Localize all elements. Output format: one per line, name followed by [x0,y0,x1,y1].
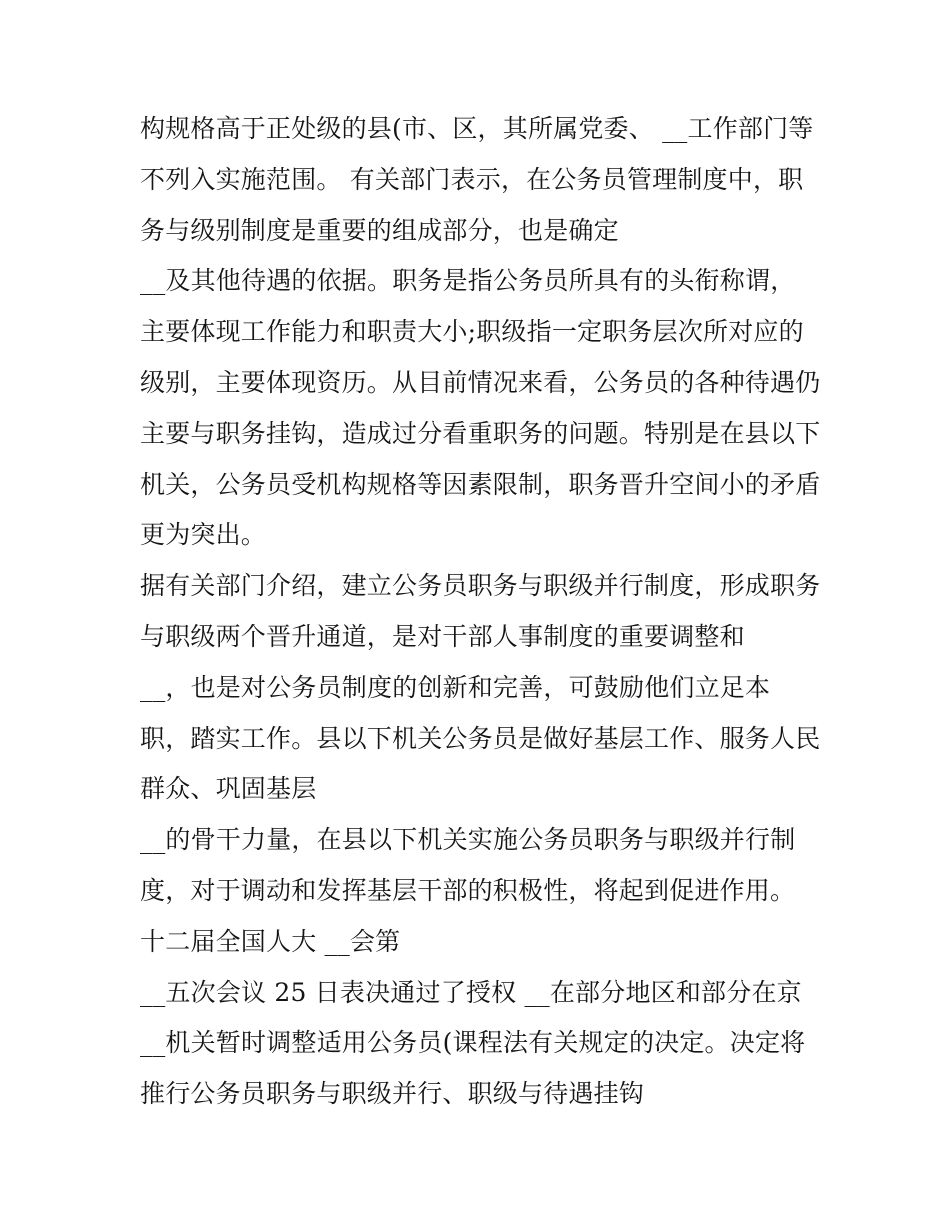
text-line: 与职级两个晋升通道，是对干部人事制度的重要调整和 [140,621,745,651]
text-line: 务与级别制度是重要的组成部分，也是确定 [140,215,619,245]
text-line: 推行公务员职务与职级并行、职级与待遇挂钩 [140,1079,645,1109]
text-line: __及其他待遇的依据。职务是指公务员所具有的头衔称谓， [140,266,796,296]
text-line: __的骨干力量，在县以下机关实施公务员职务与职级并行制 [140,825,796,855]
text-line: 机关，公务员受机构规格等因素限制，职务晋升空间小的矛盾 [140,469,821,499]
text-line: 更为突出。 [140,520,267,550]
text-line: 度，对于调动和发挥基层干部的积极性，将起到促进作用。 [140,875,796,905]
text-line: 级别，主要体现资历。从目前情况来看，公务员的各种待遇仍 [140,367,821,397]
text-line: __机关暂时调整适用公务员(课程法有关规定的决定。决定将 [140,1028,806,1058]
text-line: 主要体现工作能力和职责大小;职级指一定职务层次所对应的 [140,317,804,347]
text-line: 据有关部门介绍，建立公务员职务与职级并行制度，形成职务 [140,571,821,601]
text-line: 十二届全国人大 __会第 [140,926,401,956]
text-line: 群众、巩固基层 [140,774,317,804]
text-line: 职，踏实工作。县以下机关公务员是做好基层工作、服务人民 [140,723,821,753]
text-line: 构规格高于正处级的县(市、区，其所属党委、 __工作部门等 [140,114,814,143]
text-line: __，也是对公务员制度的创新和完善，可鼓励他们立足本 [140,672,771,702]
text-line: 不列入实施范围。 有关部门表示，在公务员管理制度中，职 [140,164,804,194]
body-text [140,104,830,1120]
text-line: __五次会议 25 日表决通过了授权 __在部分地区和部分在京 [140,977,802,1007]
text-line: 主要与职务挂钩，造成过分看重职务的问题。特别是在县以下 [140,418,821,448]
